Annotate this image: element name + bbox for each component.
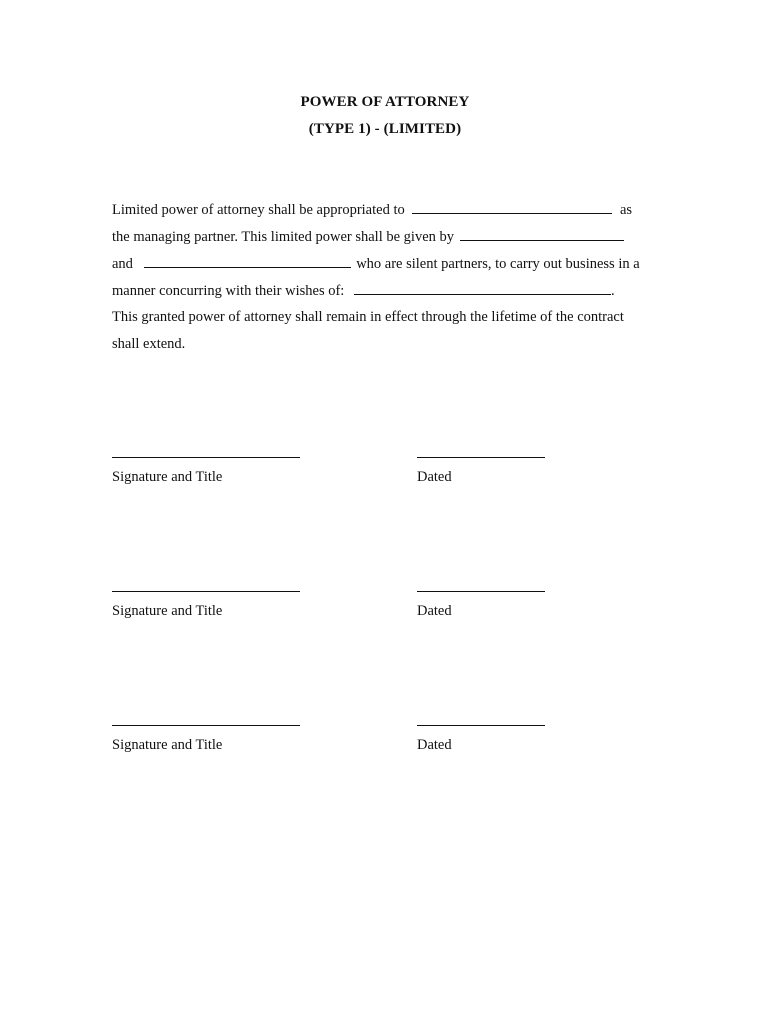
date-line-2[interactable] [417, 591, 545, 592]
signature-label-2: Signature and Title [112, 603, 223, 619]
text-silent-partners: who are silent partners, to carry out business in a [356, 256, 640, 272]
text-appropriated-to: Limited power of attorney shall be appropriated to [112, 202, 405, 218]
text-period: . [610, 283, 615, 299]
text-given-by: the managing partner. This limited power shall be given by [112, 229, 455, 245]
paragraph-line-4 [112, 282, 615, 300]
signature-line-3[interactable] [112, 725, 300, 726]
date-label-1: Dated [417, 469, 452, 485]
paragraph-line-6: shall extend. [112, 336, 186, 352]
paragraph-line-3 [112, 255, 640, 273]
document-title: POWER OF ATTORNEY [300, 94, 470, 110]
wishes-field[interactable] [354, 282, 611, 295]
document-subtitle: (TYPE 1) - (LIMITED) [308, 121, 462, 137]
date-line-1[interactable] [417, 457, 545, 458]
date-label-2: Dated [417, 603, 452, 619]
silent-partner-2-field[interactable] [144, 255, 351, 268]
text-wishes-of: manner concurring with their wishes of: [112, 283, 345, 299]
paragraph-line-5: This granted power of attorney shall remain in effect through the lifetime of the contract [112, 309, 624, 325]
silent-partner-1-field[interactable] [460, 228, 624, 241]
signature-line-1[interactable] [112, 457, 300, 458]
text-and: and [112, 256, 133, 272]
paragraph-line-1 [112, 201, 632, 219]
signature-label-3: Signature and Title [112, 737, 223, 753]
paragraph-line-2 [112, 228, 624, 246]
text-as: as [619, 202, 633, 218]
managing-partner-name-field[interactable] [412, 201, 612, 214]
date-label-3: Dated [417, 737, 452, 753]
signature-label-1: Signature and Title [112, 469, 223, 485]
date-line-3[interactable] [417, 725, 545, 726]
signature-line-2[interactable] [112, 591, 300, 592]
